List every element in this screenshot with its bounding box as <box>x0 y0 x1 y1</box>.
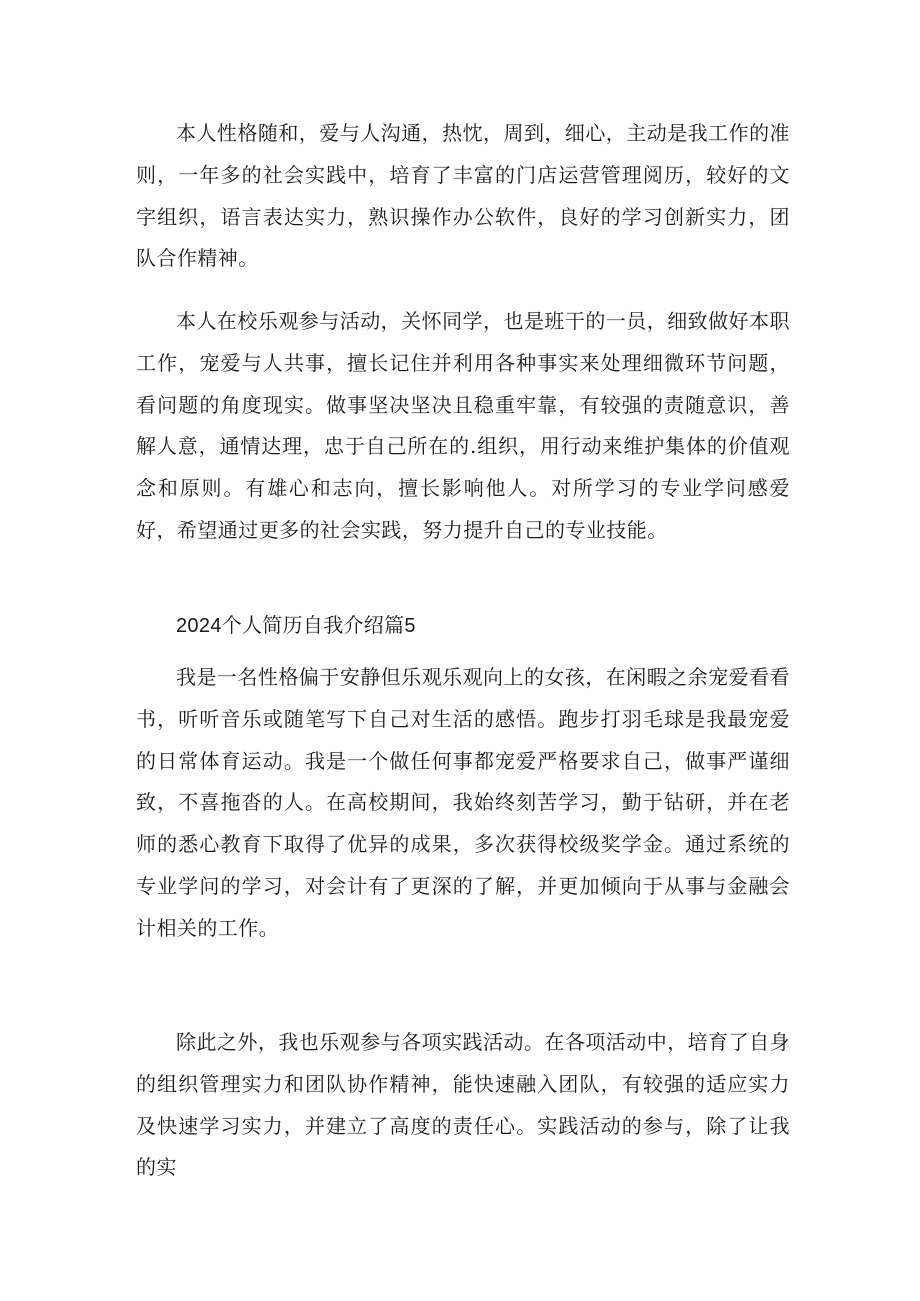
section-heading: 2024个人简历自我介绍篇5 <box>176 615 416 637</box>
paragraph-self-introduction: 我是一名性格偏于安静但乐观乐观向上的女孩，在闲暇之余宠爱看看书，听听音乐或随笔写下自己对生活的感悟。跑步打羽毛球是我最宠爱的日常体育运动。我是一个做任何事都宠爱严格要求自己，做事严谨细致，不喜拖沓的人。在高校期间，我始终刻苦学习，勤于钻研，并在老师的悉心教育下取得了优异的成果，多次获得校级奖学金。通过系统的专业学问的学习，对会计有了更深的了解，并更加倾向于从事与金融会计相关的工作。 <box>136 665 790 940</box>
paragraph-practice-activities: 除此之外，我也乐观参与各项实践活动。在各项活动中，培育了自身的组织管理实力和团队协作精神，能快速融入团队，有较强的适应实力及快速学习实力，并建立了高度的责任心。实践活动的参与，除了让我的实 <box>136 1030 790 1180</box>
paragraph-school-activities: 本人在校乐观参与活动，关怀同学，也是班干的一员，细致做好本职工作，宠爱与人共事，擅长记住并利用各种事实来处理细微环节问题，看问题的角度现实。做事坚决坚决且稳重牢靠，有较强的责随意识，善解人意，通情达理，忠于自己所在的.组织，用行动来维护集体的价值观念和原则。有雄心和志向，擅长影响他人。对所学习的专业学问感爱好，希望通过更多的社会实践，努力提升自己的专业技能。 <box>136 309 790 542</box>
paragraph-personality: 本人性格随和，爱与人沟通，热忱，周到，细心，主动是我工作的准则，一年多的社会实践中，培育了丰富的门店运营管理阅历，较好的文字组织，语言表达实力，熟识操作办公软件，良好的学习创新实力，团队合作精神。 <box>136 121 790 271</box>
